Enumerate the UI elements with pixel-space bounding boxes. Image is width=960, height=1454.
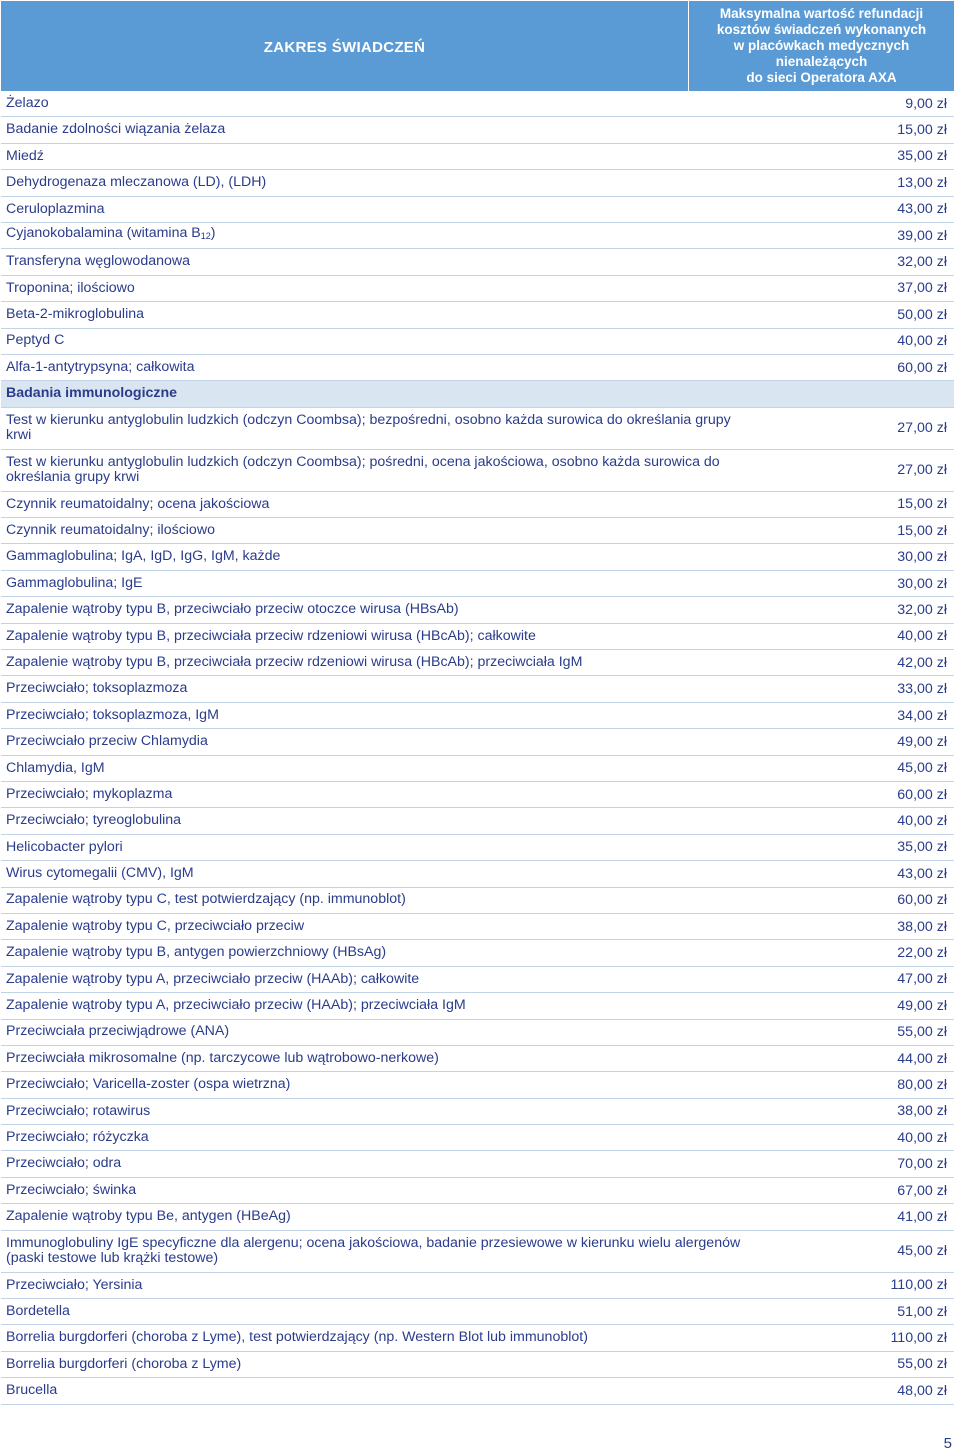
service-name [1,576,767,592]
service-name-text: Czynnik reumatoidalny; ilościowo [6,522,215,539]
service-name [1,734,767,750]
service-name [1,307,767,323]
table-row [1,993,954,1019]
service-name [1,998,767,1014]
table-row [1,544,954,570]
refund-amount: 60,00 zł [897,892,947,909]
service-name-text: Zapalenie wątroby typu C, test potwierdzający (np. immunoblot) [6,891,406,908]
refund-amount: 15,00 zł [897,122,947,139]
table-row [1,729,954,755]
refund-amount: 60,00 zł [897,786,947,803]
service-name [1,787,767,803]
service-name-text: Brucella [6,1382,58,1399]
service-name-text: Zapalenie wątroby typu B, przeciwciała przeciw rdzeniowi wirusa (HBcAb); całkowite [6,627,536,644]
table-header [1,1,954,91]
table-row [1,888,954,914]
service-name-text: Zapalenie wątroby typu C, przeciwciało przeciw [6,917,305,934]
refund-amount: 48,00 zł [897,1382,947,1399]
table-row [1,1125,954,1151]
service-name-text: Peptyd C [6,332,65,349]
service-name [1,681,767,697]
service-name-suffix: ) [210,225,216,242]
service-name-text: Przeciwciało; świnka [6,1181,137,1198]
service-name-text: Przeciwciało; Varicella-zoster (ospa wietrzna) [6,1076,291,1093]
service-name-text: Przeciwciało; toksoplazmoza, IgM [6,706,219,723]
refund-amount: 43,00 zł [897,865,947,882]
table-row [1,170,954,196]
scope-column-header: ZAKRES ŚWIADCZEŃ [1,1,688,91]
service-name-text: Test w kierunku antyglobulin ludzkich (odczyn Coombsa); pośredni, ocena jakościowa, osobno każda surowica do określania grupy krwi [6,453,720,486]
table-row [1,1099,954,1125]
refund-amount: 13,00 zł [897,174,947,191]
service-name-text: Badania immunologiczne [6,385,178,402]
table-row [1,703,954,729]
refund-amount: 32,00 zł [897,254,947,271]
service-name [1,866,767,882]
service-name-text: Gammaglobulina; IgE [6,574,143,591]
service-name-text: Borrelia burgdorferi (choroba z Lyme) [6,1355,242,1372]
table-row [1,408,954,450]
service-name-text: Immunoglobuliny IgE specyficzne dla alergenu; ocena jakościowa, badanie przesiewowe w kierunku wielu alergenów (paski testowe lub krążki testowe) [6,1234,741,1267]
service-name-text: Żelazo [6,94,49,111]
service-name [1,455,767,486]
refund-amount: 80,00 zł [897,1076,947,1093]
table-row [1,571,954,597]
refund-column-header [689,1,954,91]
refund-amount: 35,00 zł [897,839,947,856]
service-name [1,523,767,539]
service-name-text: Przeciwciało przeciw Chlamydia [6,733,208,750]
refund-amount: 55,00 zł [897,1024,947,1041]
service-name-text: Zapalenie wątroby typu A, przeciwciało przeciw (HAAb); całkowite [6,970,420,987]
service-name [1,840,767,856]
service-name [1,629,767,645]
service-name-text: Zapalenie wątroby typu A, przeciwciało przeciw (HAAb); przeciwciała IgM [6,997,466,1014]
table-row [1,276,954,302]
service-name [1,892,767,908]
page-number: 5 [943,1435,952,1452]
refund-amount: 67,00 zł [897,1182,947,1199]
table-row [1,492,954,518]
table-row [1,676,954,702]
service-name-text: Alfa-1-antytrypsyna; całkowita [6,358,195,375]
refund-amount: 33,00 zł [897,681,947,698]
service-name-text: Helicobacter pylori [6,838,123,855]
service-name-text: Przeciwciała mikrosomalne (np. tarczycowe lub wątrobowo-nerkowe) [6,1049,439,1066]
refund-amount: 15,00 zł [897,522,947,539]
section-title [1,386,767,402]
service-name-text: Przeciwciało; mykoplazma [6,785,173,802]
refund-amount: 9,00 zł [905,95,947,112]
refund-amount: 40,00 zł [897,813,947,830]
service-name [1,360,767,376]
service-name [1,1051,767,1067]
service-name [1,226,767,245]
refund-amount: 32,00 zł [897,601,947,618]
service-name-text: Ceruloplazmina [6,200,105,217]
table-row [1,1231,954,1273]
service-name-text: Gammaglobulina; IgA, IgD, IgG, IgM, każde [6,548,281,565]
service-name [1,122,767,138]
service-name-text: Borrelia burgdorferi (choroba z Lyme), test potwierdzający (np. Western Blot lub immunoblot) [6,1329,588,1346]
service-name [1,972,767,988]
refund-header-line: w placówkach medycznych [733,38,910,53]
refund-table [1,1,954,1405]
service-name [1,945,767,961]
table-row [1,91,954,117]
service-name-text: Przeciwciała przeciwjądrowe (ANA) [6,1023,230,1040]
refund-amount: 38,00 zł [897,1103,947,1120]
section-header-row [1,381,954,407]
service-name [1,1024,767,1040]
table-row [1,302,954,328]
refund-amount: 47,00 zł [897,971,947,988]
refund-amount: 37,00 zł [897,280,947,297]
subscript: 12 [200,231,211,242]
service-name [1,1236,767,1267]
table-row [1,223,954,249]
table-row [1,1151,954,1177]
refund-amount: 38,00 zł [897,918,947,935]
refund-amount: 45,00 zł [897,1243,947,1260]
refund-amount: 45,00 zł [897,760,947,777]
service-name [1,413,767,444]
table-row [1,450,954,492]
refund-amount: 42,00 zł [897,654,947,671]
refund-amount: 34,00 zł [897,707,947,724]
table-row [1,329,954,355]
table-row [1,650,954,676]
refund-amount: 44,00 zł [897,1050,947,1067]
table-row [1,782,954,808]
refund-amount: 40,00 zł [897,333,947,350]
service-name [1,202,767,218]
refund-amount: 27,00 zł [897,462,947,479]
service-name [1,1330,767,1346]
table-row [1,1204,954,1230]
service-name [1,549,767,565]
table-row [1,144,954,170]
refund-amount: 30,00 zł [897,575,947,592]
service-name-text: Przeciwciało; Yersinia [6,1276,143,1293]
service-name [1,149,767,165]
service-name [1,281,767,297]
service-name-text: Przeciwciało; różyczka [6,1129,149,1145]
refund-amount: 51,00 zł [897,1303,947,1320]
table-row [1,249,954,275]
refund-amount: 60,00 zł [897,359,947,376]
table-row [1,1325,954,1351]
table-row [1,1072,954,1098]
refund-amount: 40,00 zł [897,628,947,645]
service-name [1,813,767,829]
table-row [1,1352,954,1378]
service-name [1,1156,767,1172]
table-row [1,940,954,966]
service-name [1,1278,767,1294]
refund-amount: 110,00 zł [890,1277,947,1294]
refund-header-line: Maksymalna wartość refundacji [719,6,924,21]
refund-amount: 49,00 zł [897,733,947,750]
service-name [1,1209,767,1225]
refund-amount: 22,00 zł [897,945,947,962]
table-row [1,597,954,623]
service-name [1,254,767,270]
table-row [1,1378,954,1404]
table-row [1,1046,954,1072]
refund-header-line: kosztów świadczeń wykonanych [716,22,927,37]
table-row [1,1020,954,1046]
service-name-text: Chlamydia, IgM [6,759,105,776]
refund-amount: 41,00 zł [897,1208,947,1225]
table-row [1,1178,954,1204]
service-name [1,497,767,513]
table-row [1,967,954,993]
service-name-text: Przeciwciało; toksoplazmoza [6,680,188,697]
refund-amount: 55,00 zł [897,1356,947,1373]
table-body [1,91,954,1405]
table-row [1,808,954,834]
service-name-text: Zapalenie wątroby typu B, przeciwciała przeciw rdzeniowi wirusa (HBcAb); przeciwciała IgM [6,653,583,670]
service-name-text: Transferyna węglowodanowa [6,253,191,270]
service-name [1,1357,767,1373]
refund-amount: 35,00 zł [897,148,947,165]
table-row [1,1299,954,1325]
service-name-text: Wirus cytomegalii (CMV), IgM [6,865,194,882]
refund-header-line: do sieci Operatora AXA [746,70,897,85]
service-name-text: Bordetella [6,1302,70,1319]
service-name-text: Przeciwciało; odra [6,1155,122,1172]
table-row [1,624,954,650]
service-name [1,1383,767,1399]
service-name-text: Zapalenie wątroby typu B, antygen powierzchniowy (HBsAg) [6,944,387,961]
service-name [1,96,767,112]
service-name-text: Badanie zdolności wiązania żelaza [6,121,226,138]
table-row [1,835,954,861]
service-name-text: Zapalenie wątroby typu Be, antygen (HBeAg) [6,1208,291,1225]
service-name-text: Cyjanokobalamina (witamina B [6,225,201,242]
service-name-text: Przeciwciało; rotawirus [6,1102,151,1119]
service-name-text: Przeciwciało; tyreoglobulina [6,812,182,829]
service-name-text: Czynnik reumatoidalny; ocena jakościowa [6,495,270,512]
service-name [1,1077,767,1093]
refund-amount: 15,00 zł [897,496,947,513]
service-name-text: Troponina; ilościowo [6,279,135,296]
service-name [1,919,767,935]
service-name [1,333,767,349]
refund-amount: 27,00 zł [897,420,947,437]
refund-amount: 70,00 zł [897,1156,947,1173]
service-name-text: Dehydrogenaza mleczanowa (LD), (LDH) [6,174,267,191]
table-row [1,117,954,143]
service-name-text: Zapalenie wątroby typu B, przeciwciało przeciw otoczce wirusa (HBsAb) [6,601,459,618]
table-row [1,197,954,223]
service-name [1,1183,767,1199]
service-name [1,1304,767,1320]
service-name [1,602,767,618]
refund-amount: 50,00 zł [897,306,947,323]
refund-amount: 43,00 zł [897,201,947,218]
service-name [1,761,767,777]
service-name [1,1104,767,1120]
refund-header-line: nienależących [775,54,868,69]
refund-amount: 40,00 zł [897,1129,947,1146]
service-name [1,175,767,191]
table-row [1,861,954,887]
refund-amount: 30,00 zł [897,549,947,566]
table-row [1,518,954,544]
table-row [1,355,954,381]
service-name [1,1130,767,1146]
service-name-text: Test w kierunku antyglobulin ludzkich (odczyn Coombsa); bezpośredni, osobno każda surowica do określania grupy krwi [6,411,731,444]
refund-amount: 39,00 zł [897,227,947,244]
table-row [1,756,954,782]
service-name-text: Miedź [6,147,44,164]
refund-amount: 49,00 zł [897,997,947,1014]
service-name [1,655,767,671]
service-name-text: Beta-2-mikroglobulina [6,306,145,323]
table-row [1,914,954,940]
table-row [1,1273,954,1299]
service-name [1,708,767,724]
refund-amount: 110,00 zł [890,1330,947,1347]
